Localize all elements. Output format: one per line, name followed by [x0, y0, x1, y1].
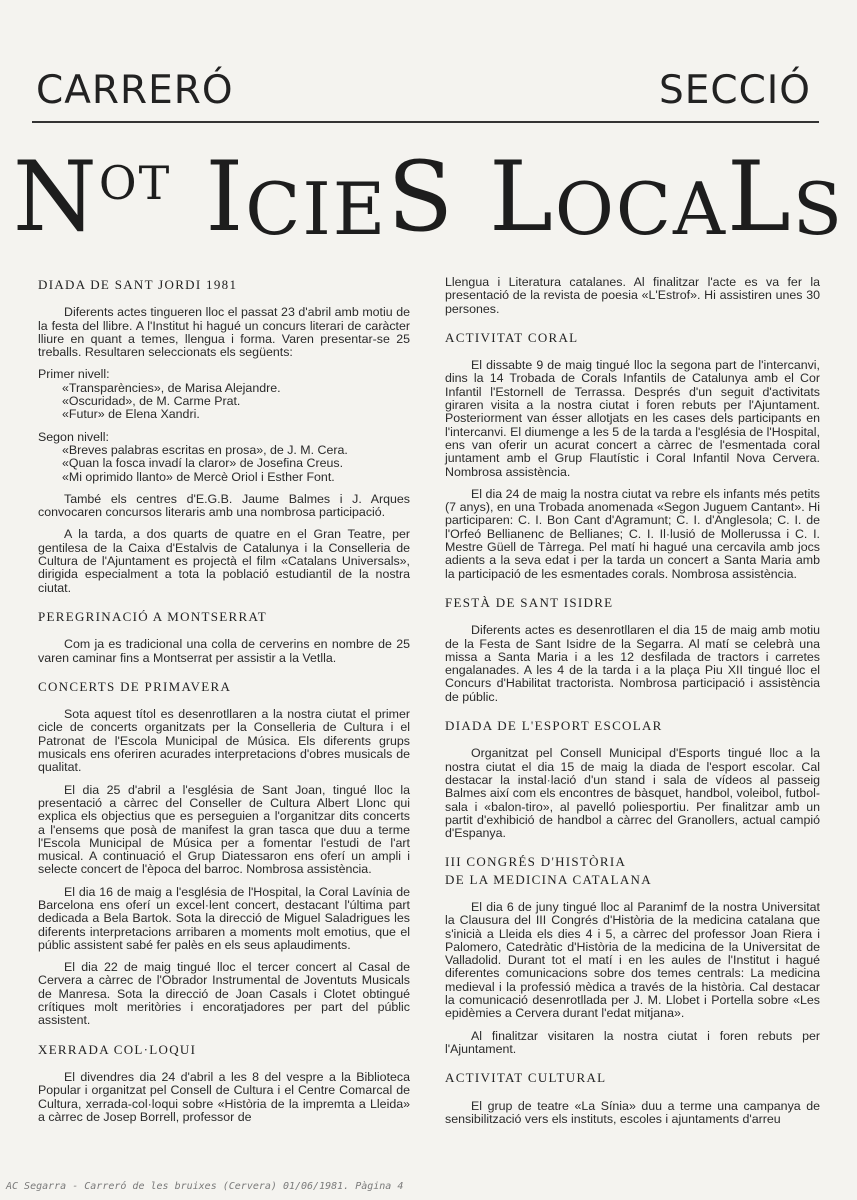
article-paragraph: Com ja es tradicional una colla de cerverins en nombre de 25 varen caminar fins a Montserrat per assistir a la Vetlla.: [38, 637, 410, 665]
title-letter: L: [726, 141, 793, 253]
level-heading: Segon nivell:: [38, 429, 109, 444]
section-header-left: CARRERÓ: [36, 68, 234, 113]
article-paragraph: El grup de teatre «La Sínia» duu a terme una campanya de sensibilització vers els instituts, escoles i ajuntaments d'arreu: [445, 1098, 820, 1126]
level-list: [38, 368, 410, 492]
title-letters: OT: [98, 156, 172, 210]
article-paragraph: El dia 6 de juny tingué lloc al Paranimf de la nostra Universitat la Clausura del III Congrés d'Història de la medicina catalana que s'inicià a Lleida els dies 4 i 5, a càrrec del professor Joan Riera i Palomero, Catedràtic d'Història de la medicina de la Universitat de Valladolid. Durant tot el matí i en les aules de l'Institut i hagué diferentes comunicacions sobre dos temes centrals: La medicina medieval i la professió mèdica a través de la història. Cal destacar la comunicació desenrotllada per J. M. Llobet i Portella sobre «Les epidèmies a Cervera durant l'edat mitjana».: [445, 899, 820, 1021]
article-heading: ACTIVITAT CORAL: [445, 329, 579, 345]
article-heading: CONCERTS DE PRIMAVERA: [38, 678, 232, 694]
article-paragraph: El divendres dia 24 d'abril a les 8 del vespre a la Biblioteca Popular i organitzat pel Consell de Cultura i el Centre Comarcal de Cultura, xerrada-col·loqui sobre «Història de la impremta a Lleida» a càrrec de Josep Borrell, professor de: [38, 1069, 410, 1124]
list-item: «Mi oprimido llanto» de Mercè Oriol i Esther Font.: [62, 469, 335, 484]
archive-footer: AC Segarra - Carreró de les bruixes (Cervera) 01/06/1981. Pàgina 4: [6, 1181, 404, 1192]
title-letter: S: [792, 167, 845, 251]
article-paragraph: El dia 16 de maig a l'església de l'Hospital, la Coral Lavínia de Barcelona ens oferí un excel·lent concert, destacant l'última part dedicada a Bela Bartok. Sota la direcció de Miguel Saladrigues les diferents interpretacions arribaren a moments molt emotius, que el públic assistent sabé fer palès en els seus aplaudiments.: [38, 884, 410, 952]
right-column: [445, 276, 820, 1135]
article-paragraph: El dia 25 d'abril a l'església de Sant Joan, tingué lloc la presentació a càrrec del Conseller de Cultura Albert Llonc qui explica els objectius que es perseguien a l'organitzar dits concerts a l'ensems que posà de manifest la gran tasca que duu a terme l'Escola Municipal de Música per a fomentar l'estudi de l'art musical. A continuació el Grup Diatessaron ens oferí un ampli i selecte concert de l'època del barroc. Nombrosa assistència.: [38, 782, 410, 877]
list-item: «Futur» de Elena Xandri.: [62, 407, 200, 422]
title-letters: CIE: [245, 167, 388, 251]
title-letters: OCA: [554, 167, 727, 251]
header-rule: [32, 121, 819, 123]
left-column: [38, 278, 410, 1133]
list-item: «Transparències», de Marisa Alejandre.: [62, 380, 281, 395]
article-paragraph: El dissabte 9 de maig tingué lloc la segona part de l'intercanvi, dins la 14 Trobada de Corals Infantils de Catalunya amb el Cor Infantil l'Estornell de Terrassa. Després d'un seguit d'activitats giraren visita a la nostra ciutat i foren rebuts per l'Ajuntament. Posteriorment van ésser allotjats en les cases dels participants en l'intercanvi. El diumenge a les 5 de la tarda a l'església de l'Hospital, ens van oferir un acurat concert a càrrec de l'esmentada coral juntament amb el Grup Flautístic i Coral Infantil Nova Cervera. Nombrosa assistència.: [445, 358, 820, 479]
section-header-right: SECCIÓ: [658, 68, 811, 113]
article-paragraph: Diferents actes tingueren lloc el passat 23 d'abril amb motiu de la festa del llibre. A l'Institut hi hagué un concurs literari de caràcter lliure en quant a temes, llengua i forma. Varen presentar-se 25 treballs. Resultaren seleccionats els següents:: [38, 305, 410, 360]
article-paragraph: A la tarda, a dos quarts de quatre en el Gran Teatre, per gentilesa de la Caixa d'Estalvis de Catalunya i la Conselleria de Cultura de l'Ajuntament es projectà el film «Catalans Universals», dirigida especialment a tota la població estudiantil de la nostra ciutat.: [38, 527, 410, 595]
article-heading: PEREGRINACIÓ A MONTSERRAT: [38, 608, 267, 624]
article-heading: DIADA DE L'ESPORT ESCOLAR: [445, 718, 663, 734]
article-paragraph: Llengua i Literatura catalanes. Al finalitzar l'acte es va fer la presentació de la revista de poesia «L'Estrof». Hi assistiren unes 30 persones.: [445, 275, 820, 316]
article-paragraph: Organitzat pel Consell Municipal d'Esports tingué lloc a la nostra ciutat el dia 15 de maig la diada de l'esport escolar. Cal destacar la instal·lació d'un stand i sala de vídeos al passeig Balmes així com els encontres de bàsquet, handbol, voleibol, futbol-sala i «balon-tiro», al pavelló poliesportiu. Per finalitzar amb un partit d'exhibició de handbol a càrrec del Granollers, actual campió d'Espanya.: [445, 746, 820, 841]
list-item: «Breves palabras escritas en prosa», de J. M. Cera.: [62, 442, 348, 457]
article-heading: DIADA DE SANT JORDI 1981: [38, 277, 238, 292]
article-paragraph: Sota aquest títol es desenrotllaren a la nostra ciutat el primer cicle de concerts organitzats per la Conselleria de Cultura i el Patronat de l'Escola Municipal de Música. Els diferents grups musicals ens oferiren acurades interpretacions d'obres musicals de qualitat.: [38, 707, 410, 775]
level-heading: Primer nivell:: [38, 367, 110, 382]
page-title: [0, 141, 857, 253]
article-paragraph: El dia 22 de maig tingué lloc el tercer concert al Casal de Cervera a càrrec de l'Obrador Instrumental de Joventuts Musicals de Manresa. Sota la direcció de Joan Casals i Clotet obtingué crítiques molt meritòries i encoratjadores per part del públic assistent.: [38, 960, 410, 1028]
title-letter: L: [489, 141, 555, 253]
article-paragraph: El dia 24 de maig la nostra ciutat va rebre els infants més petits (7 anys), en una Trobada anomenada «Segon Juguem Cantant». Hi participaren: C. I. Bon Cant d'Agramunt; C. I. d'Anglesola; C. I. de l'Orfeó Bellianenc de Bellianes; C. I. Il·lusió de Mollerussa i C. I. Mestre Güell de Tàrrega. Pel matí hi hagué una cercavila amb jocs adients a la seva edat i per la tarda un concert a Santa Maria amb la participació de les esmentades corals. Nombrosa assistència.: [445, 486, 820, 581]
title-letter: S: [387, 141, 456, 253]
article-heading: III CONGRÉS D'HISTÒRIA: [445, 854, 627, 870]
article-paragraph: Al finalitzar visitaren la nostra ciutat i foren rebuts per l'Ajuntament.: [445, 1028, 820, 1056]
title-letter: I: [205, 141, 246, 253]
list-item: «Quan la fosca invadí la claror» de Josefina Creus.: [62, 456, 344, 471]
list-item: «Oscuridad», de M. Carme Prat.: [62, 394, 241, 409]
article-heading: XERRADA COL·LOQUI: [38, 1041, 197, 1057]
article-paragraph: També els centres d'E.G.B. Jaume Balmes i J. Arques convocaren concursos literaris amb una nombrosa participació.: [38, 491, 410, 520]
article-paragraph: Diferents actes es desenrotllaren el dia 15 de maig amb motiu de la Festa de Sant Isidre de la Segarra. Al matí se celebrà una missa a Santa Maria i a les 12 desfilada de tractors i carretes engalanades. A les 4 de la tarda i a la plaça Piu XII tingué lloc el Concurs d'Habilitat tractorista. Nombrosa participació i assistència de públic.: [445, 623, 820, 704]
article-heading: FESTÀ DE SANT ISIDRE: [445, 594, 614, 610]
title-letter: N: [12, 141, 99, 253]
article-heading: DE LA MEDICINA CATALANA: [445, 871, 652, 887]
article-heading: ACTIVITAT CULTURAL: [445, 1070, 607, 1086]
